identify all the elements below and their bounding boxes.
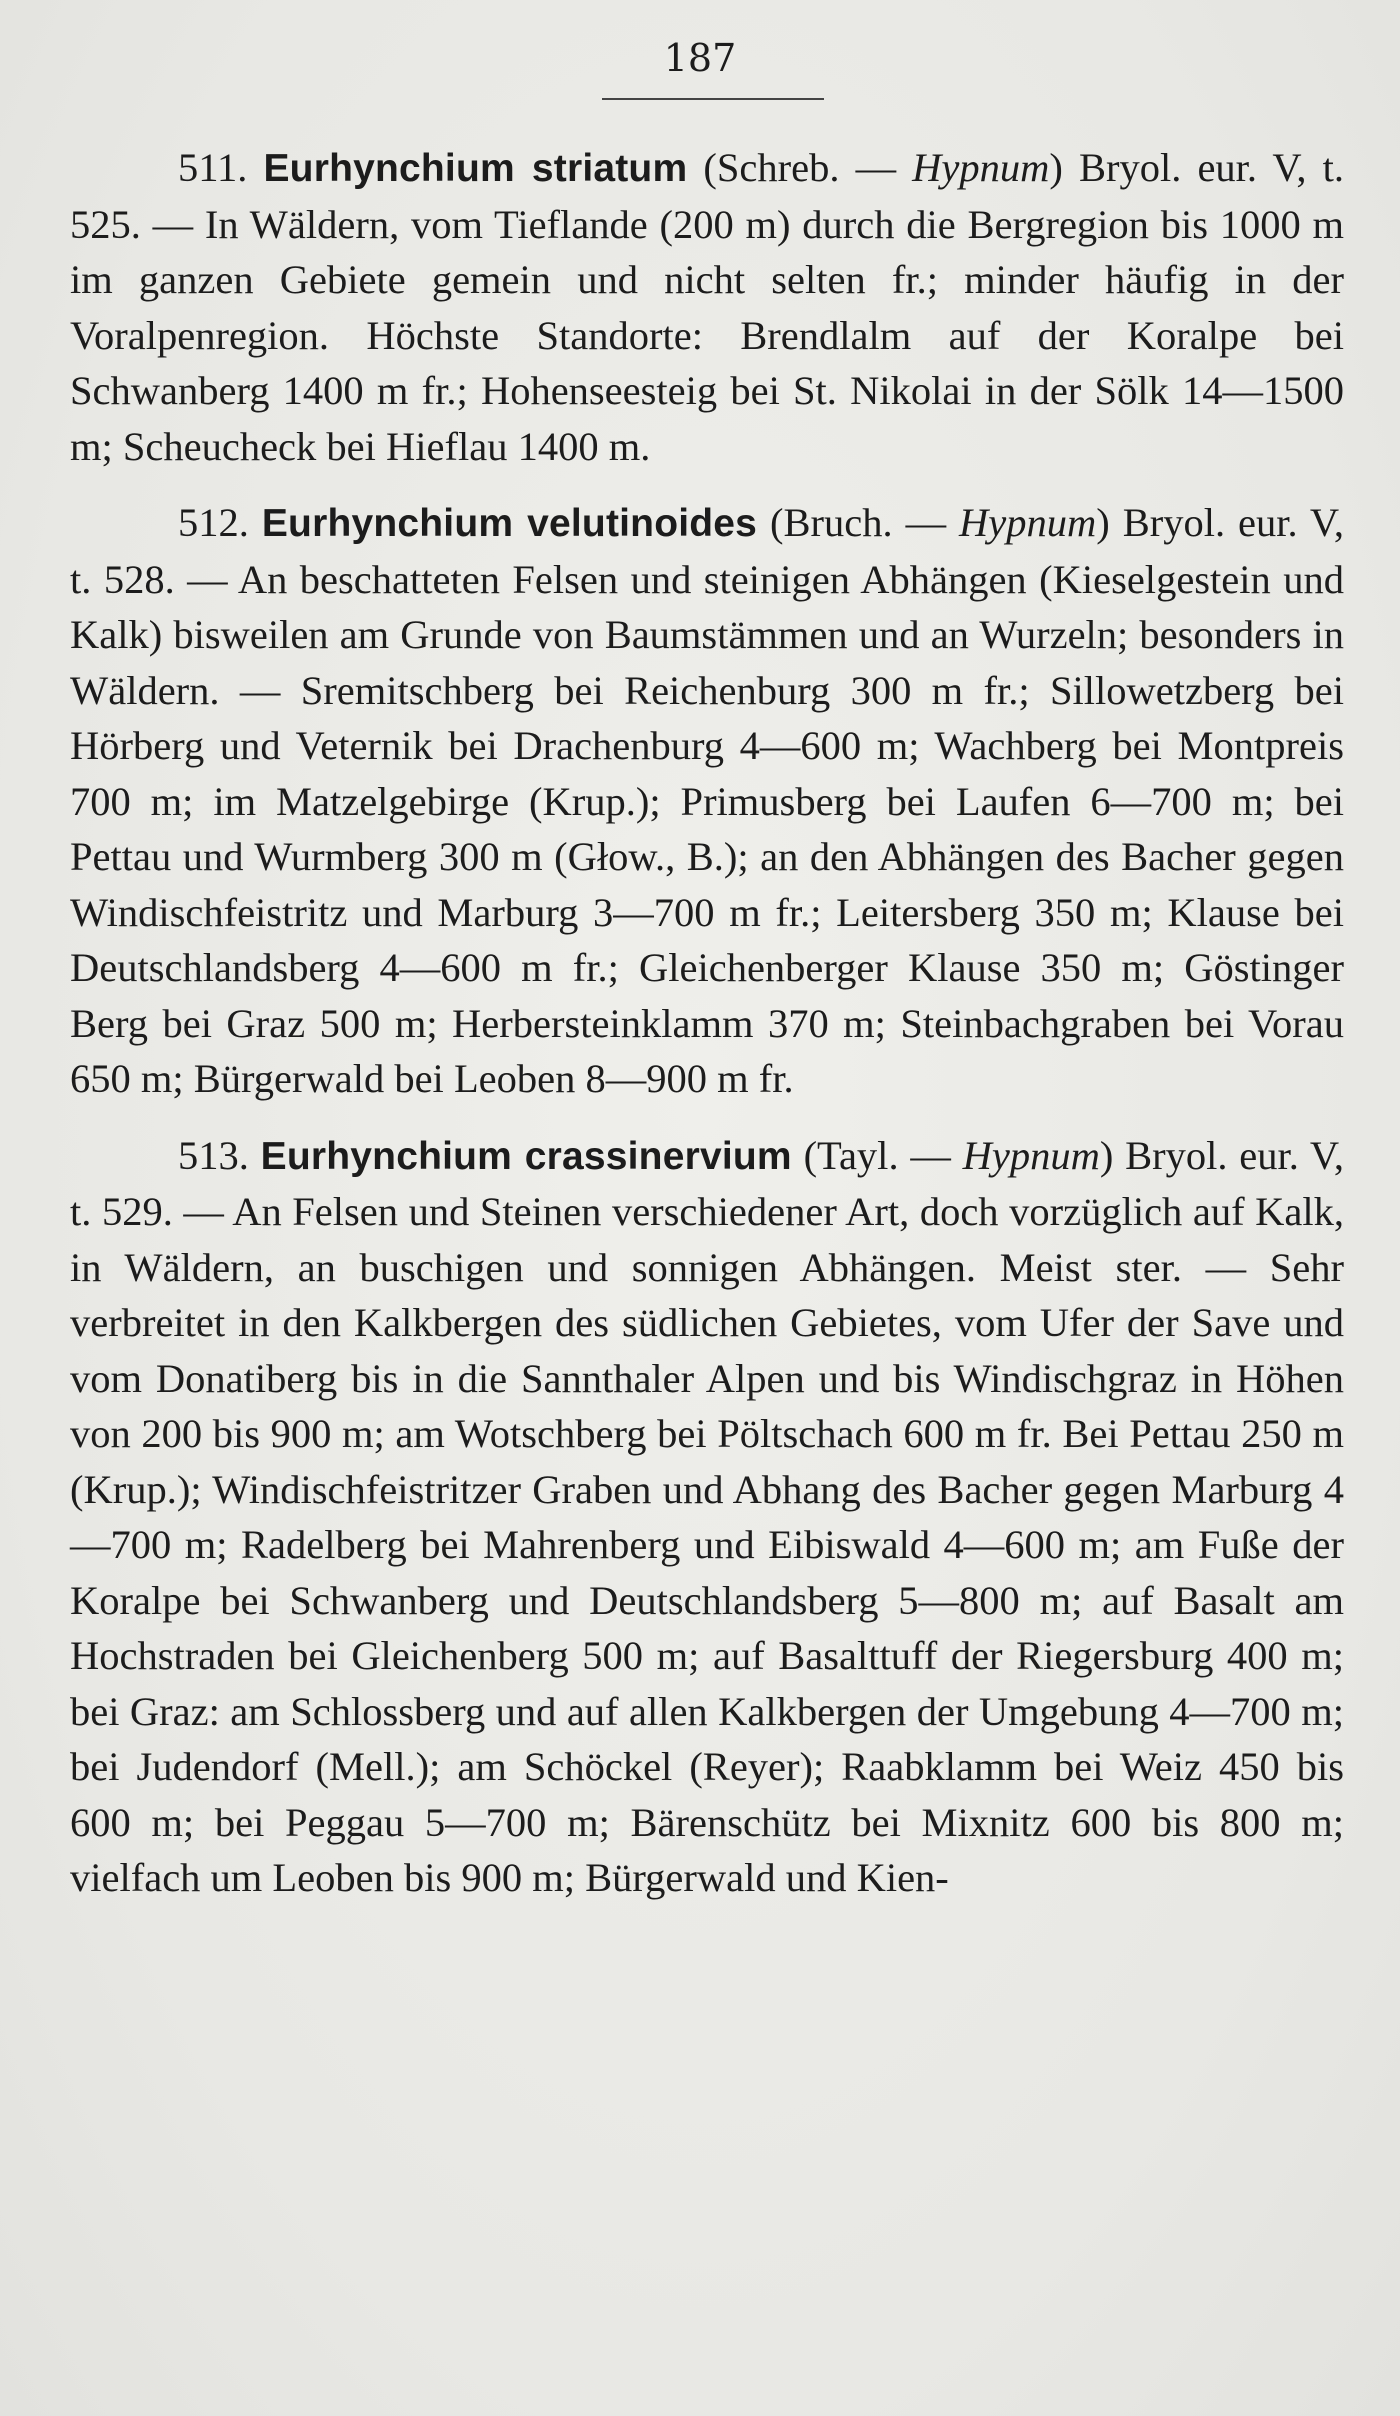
authority-open: (Schreb. — [703, 145, 913, 190]
header-rule [602, 98, 824, 100]
genus-name: Hypnum [962, 1132, 1100, 1178]
page-body [70, 140, 1344, 1906]
entry-number: 512. [178, 500, 249, 545]
genus-name: Hypnum [912, 145, 1050, 190]
species-name: Eurhynchium velutinoides [261, 502, 758, 545]
authority-close: ) Bryol. eur. V, t. 529. [70, 1132, 1344, 1234]
authority-close: ) Bryol. eur. V, t. 525. [70, 145, 1345, 247]
entry-number: 513. [178, 1132, 249, 1178]
authority-close: ) Bryol. eur. V, t. 528. [70, 500, 1345, 602]
entry-text: — In Wäldern, vom Tieflande (200 m) durch die Bergregion bis 1000 m im ganzen Gebiete gemein und nicht selten fr.; minder häufig in der Voralpenregion. Höchste Standorte: Brendlalm auf der Koralpe bei Schwanberg 1400 m fr.; Hohenseesteig bei St. Nikolai in der Sölk 14—1500 m; Scheucheck bei Hieflau 1400 m. [70, 201, 1344, 469]
entry-512 [70, 495, 1344, 1107]
entry-text: — An Felsen und Steinen verschiedener Art, doch vorzüglich auf Kalk, in Wäldern, an buschigen und sonnigen Abhängen. Meist ster. — Sehr verbreitet in den Kalkbergen des südlichen Gebietes, vom Ufer der Save und vom Donatiberg bis in die Sannthaler Alpen und bis Windischgraz in Höhen von 200 bis 900 m; am Wotschberg bei Pöltschach 600 m fr. Bei Pettau 250 m (Krup.); Windischfeistritzer Graben und Abhang des Bacher gegen Marburg 4—700 m; Radelberg bei Mahrenberg und Eibiswald 4—600 m; am Fuße der Koralpe bei Schwanberg und Deutschlandsberg 5—800 m; auf Basalt am Hochstraden bei Gleichenberg 500 m; auf Basalttuff der Riegersburg 400 m; bei Graz: am Schlossberg und auf allen Kalkbergen der Umgebung 4—700 m; bei Judendorf (Mell.); am Schöckel (Reyer); Raabklamm bei Weiz 450 bis 600 m; bei Peggau 5—700 m; Bärenschütz bei Mixnitz 600 bis 800 m; vielfach um Leoben bis 900 m; Bürgerwald und Kien- [70, 1189, 1344, 1900]
authority-open: (Bruch. — [770, 500, 960, 545]
authority-open: (Tayl. — [803, 1132, 963, 1178]
entry-text: — An beschatteten Felsen und steinigen Abhängen (Kieselgestein und Kalk) bisweilen am Grunde von Baumstämmen und an Wurzeln; besonders in Wäldern. — Sremitschberg bei Reichenburg 300 m fr.; Sillowetzberg bei Hörberg und Veternik bei Drachenburg 4—600 m; Wachberg bei Montpreis 700 m; im Matzelgebirge (Krup.); Primusberg bei Laufen 6—700 m; bei Pettau und Wurmberg 300 m (Głow., B.); an den Abhängen des Bacher gegen Windischfeistritz und Marburg 3—700 m fr.; Leitersberg 350 m; Klause bei Deutschlandsberg 4—600 m fr.; Gleichenberger Klause 350 m; Göstinger Berg bei Graz 500 m; Herbersteinklamm 370 m; Steinbachgraben bei Vorau 650 m; Bürgerwald bei Leoben 8—900 m fr. [70, 556, 1344, 1101]
entry-511 [70, 140, 1344, 474]
entry-513 [70, 1128, 1344, 1906]
page-number: 187 [663, 36, 737, 80]
species-name: Eurhynchium crassinervium [260, 1134, 792, 1178]
species-name: Eurhynchium striatum [263, 147, 688, 190]
entry-number: 511. [178, 145, 248, 190]
genus-name: Hypnum [959, 500, 1097, 545]
